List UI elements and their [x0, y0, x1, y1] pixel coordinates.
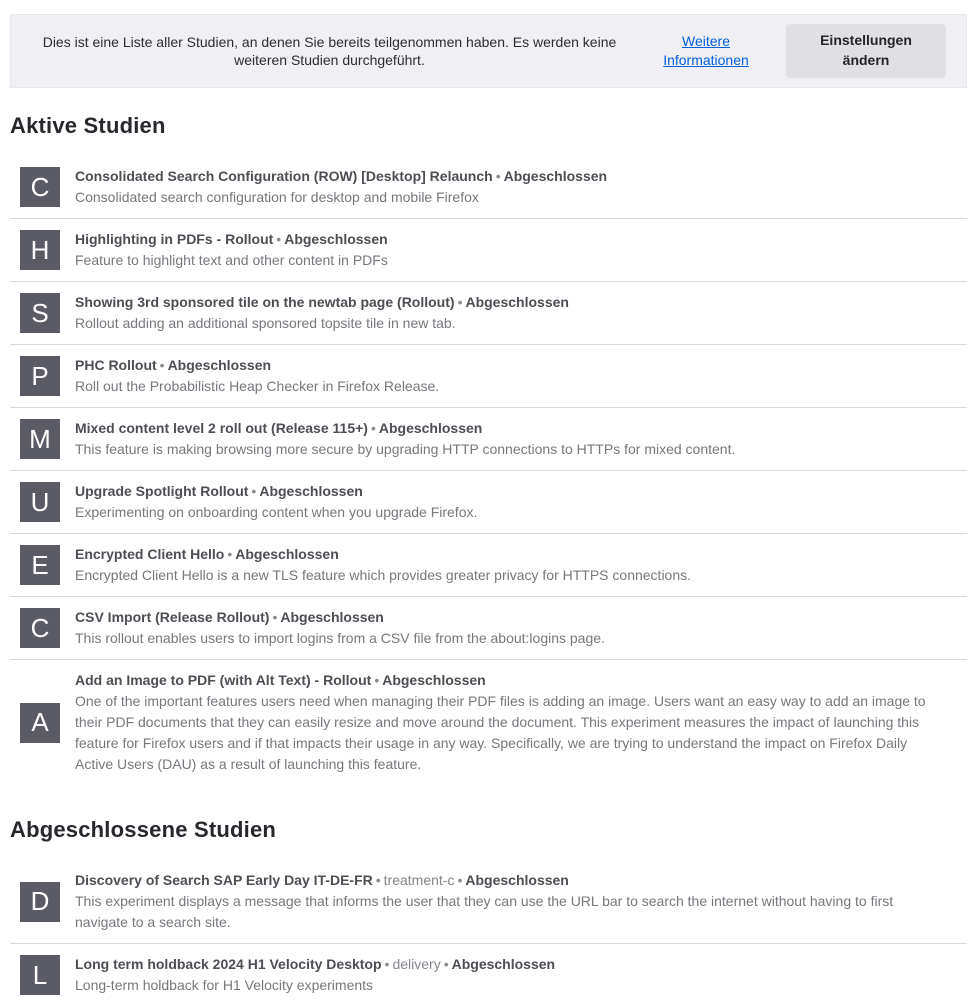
study-description: Consolidated search configuration for desktop and mobile Firefox: [75, 189, 479, 205]
study-description: This feature is making browsing more secure by upgrading HTTP connections to HTTPs for mixed content.: [75, 441, 736, 457]
update-preferences-button[interactable]: Einstellungen ändern: [786, 24, 946, 77]
study-details: [75, 481, 967, 523]
study-status: Abgeschlossen: [465, 872, 569, 888]
bullet-separator: •: [457, 294, 463, 310]
slug-group: [373, 872, 455, 888]
studies-main: [10, 113, 967, 1006]
study-status: Abgeschlossen: [235, 546, 339, 562]
study-name-line: [75, 544, 939, 565]
study-details: [75, 607, 967, 649]
study-letter-avatar: C: [20, 167, 60, 207]
study-description: Long-term holdback for H1 Velocity experiments: [75, 977, 374, 993]
study-name-line: [75, 670, 939, 691]
section-heading: Abgeschlossene Studien: [10, 817, 277, 842]
bullet-separator: •: [370, 420, 376, 436]
study-name-line: [75, 166, 939, 187]
study-description: Rollout adding an additional sponsored topsite tile in new tab.: [75, 315, 456, 331]
study-description: This experiment displays a message that informs the user that they can use the URL bar to search the internet without having to first navigate to a search site.: [75, 893, 894, 930]
study-name: PHC Rollout: [75, 357, 157, 373]
study-details: [75, 954, 967, 996]
study-name: Upgrade Spotlight Rollout: [75, 483, 249, 499]
study-status: Abgeschlossen: [451, 956, 556, 972]
info-banner: [10, 14, 967, 88]
study-row: [10, 408, 967, 471]
study-letter-avatar: E: [20, 545, 60, 585]
study-details: [75, 870, 967, 933]
study-row: [10, 282, 967, 345]
study-status: Abgeschlossen: [284, 231, 388, 247]
study-details: [75, 418, 967, 460]
study-list: [10, 156, 967, 785]
study-row: [10, 860, 967, 944]
study-status: Abgeschlossen: [503, 168, 608, 184]
study-letter-avatar: L: [20, 955, 60, 995]
learn-more-link[interactable]: Weitere Informationen: [663, 33, 749, 68]
study-name: CSV Import (Release Rollout): [75, 609, 270, 625]
study-details: [75, 544, 967, 586]
study-name: Discovery of Search SAP Early Day IT-DE-FR: [75, 872, 373, 888]
study-status: Abgeschlossen: [378, 420, 483, 436]
bullet-separator: •: [443, 956, 449, 972]
bullet-separator: •: [374, 672, 380, 688]
bullet-separator: •: [272, 609, 278, 625]
study-name: Encrypted Client Hello: [75, 546, 225, 562]
study-name: Long term holdback 2024 H1 Velocity Desktop: [75, 956, 382, 972]
bullet-separator: •: [276, 231, 282, 247]
study-name-line: [75, 292, 939, 313]
study-name-line: [75, 870, 939, 891]
study-row: [10, 534, 967, 597]
bullet-separator: •: [457, 872, 463, 888]
study-letter-avatar: S: [20, 293, 60, 333]
study-status: Abgeschlossen: [280, 609, 384, 625]
study-status: Abgeschlossen: [259, 483, 363, 499]
study-description: Roll out the Probabilistic Heap Checker in Firefox Release.: [75, 378, 440, 394]
study-letter-avatar: A: [20, 703, 60, 743]
study-row: [10, 345, 967, 408]
study-slug: treatment-c: [383, 872, 455, 888]
study-list: [10, 860, 967, 1006]
study-letter-avatar: U: [20, 482, 60, 522]
study-description: Experimenting on onboarding content when you upgrade Firefox.: [75, 504, 478, 520]
study-name: Add an Image to PDF (with Alt Text) - Rollout: [75, 672, 372, 688]
study-description: Feature to highlight text and other content in PDFs: [75, 252, 388, 268]
study-letter-avatar: H: [20, 230, 60, 270]
study-row: [10, 660, 967, 785]
study-description: Encrypted Client Hello is a new TLS feature which provides greater privacy for HTTPS connections.: [75, 567, 692, 583]
study-name-line: [75, 229, 939, 250]
study-row: [10, 471, 967, 534]
study-details: [75, 670, 967, 775]
study-name: Consolidated Search Configuration (ROW) [Desktop] Relaunch: [75, 168, 493, 184]
study-details: [75, 166, 967, 208]
study-letter-avatar: P: [20, 356, 60, 396]
bullet-separator: •: [159, 357, 165, 373]
study-status: Abgeschlossen: [382, 672, 486, 688]
study-name: Mixed content level 2 roll out (Release 115+): [75, 420, 368, 436]
study-status: Abgeschlossen: [465, 294, 569, 310]
study-name-line: [75, 355, 939, 376]
study-name-line: [75, 607, 939, 628]
study-name-line: [75, 954, 939, 975]
study-name: Showing 3rd sponsored tile on the newtab page (Rollout): [75, 294, 455, 310]
bullet-separator: •: [227, 546, 233, 562]
study-name: Highlighting in PDFs - Rollout: [75, 231, 274, 247]
study-details: [75, 229, 967, 271]
study-row: [10, 597, 967, 660]
study-description: This rollout enables users to import logins from a CSV file from the about:logins page.: [75, 630, 605, 646]
bullet-separator: •: [251, 483, 257, 499]
section-heading: Aktive Studien: [10, 113, 166, 138]
study-row: [10, 944, 967, 1006]
slug-group: [382, 956, 441, 972]
bullet-separator: •: [375, 872, 381, 888]
study-letter-avatar: D: [20, 882, 60, 922]
bullet-separator: •: [495, 168, 501, 184]
study-row: [10, 156, 967, 219]
banner-message: Dies ist eine Liste aller Studien, an denen Sie bereits teilgenommen haben. Es werden keine weiteren Studien durchgeführt.: [42, 33, 617, 68]
study-details: [75, 355, 967, 397]
study-name-line: [75, 481, 939, 502]
study-details: [75, 292, 967, 334]
study-letter-avatar: C: [20, 608, 60, 648]
study-slug: delivery: [392, 956, 441, 972]
study-name-line: [75, 418, 939, 439]
study-row: [10, 219, 967, 282]
bullet-separator: •: [384, 956, 390, 972]
study-letter-avatar: M: [20, 419, 60, 459]
study-status: Abgeschlossen: [167, 357, 272, 373]
study-description: One of the important features users need when managing their PDF files is adding an image. Users want an easy way to add an image to their PDF documents that they can easily resize and move around the document. This experiment measures the impact of launching this feature for Firefox users and if that impacts their usage in any way. Specifically, we are trying to understand the impact on Firefox Daily Active Users (DAU) as a result of launching this feature.: [75, 693, 926, 772]
